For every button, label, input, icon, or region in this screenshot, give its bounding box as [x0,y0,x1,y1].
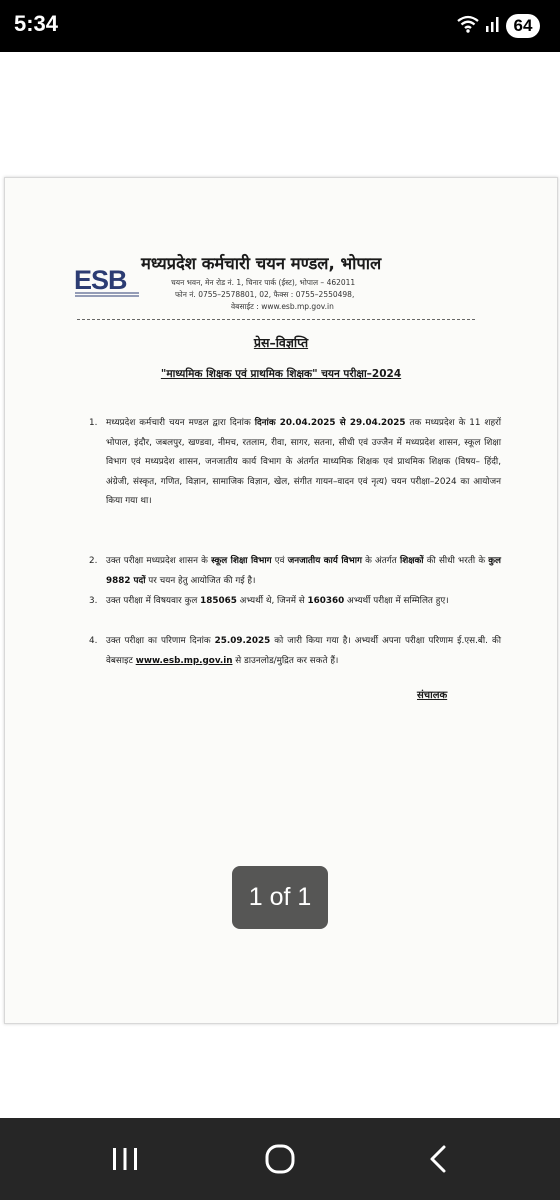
paragraph-number: 3. [89,596,98,606]
bold-text: कुल 9882 पदों [106,556,501,586]
paragraph-text [106,552,501,591]
organization-phone: फोन नं. 0755–2578801, 02, फैक्स : 0755–2550498, [175,290,355,299]
organization-website: वेबसाईट : www.esb.mp.gov.in [231,302,334,311]
battery-icon: 64 [506,14,540,38]
paragraph-text [106,632,501,671]
back-button[interactable] [408,1136,468,1182]
bold-date: 25.09.2025 [214,636,271,646]
recents-button[interactable] [95,1136,155,1182]
text-segment: के अंतर्गत [361,556,400,566]
paragraph-number: 2. [89,556,98,566]
page-indicator: 1 of 1 [232,866,328,929]
header-divider [77,319,475,320]
paragraph-1 [89,414,501,512]
paragraph-number: 4. [89,636,98,646]
text-segment: उक्त परीक्षा मध्यप्रदेश शासन के [106,556,212,566]
paragraph-text [106,414,501,512]
home-icon [264,1143,296,1175]
text-segment: की सीधी भरती के [423,556,489,566]
bold-number: 185065 [200,596,237,606]
text-segment: तक मध्यप्रदेश के 11 शहरों भोपाल, इंदौर, जबलपुर, खण्डवा, नीमच, रतलाम, रीवा, सागर, सतना, सीधी एवं उज्जैन में मध्यप्रदेश शासन, स्कूल शिक्षा विभाग एवं मध्यप्रदेश शासन, जनजातीय कार्य विभाग के अंतर्गत माध्यमिक शिक्षक एवं प्राथमिक शिक्षक (विषय– हिंदी, अंग्रेजी, संस्कृत, गणित, विज्ञान, सामाजिक विज्ञान, खेल, संगीत गायन–वादन एवं नृत्य) चयन परीक्षा–2024 का आयोजन किया गया था। [106,418,501,506]
website-link: www.esb.mp.gov.in [135,655,233,666]
home-button[interactable] [250,1136,310,1182]
paragraph-text [106,592,501,612]
paragraph-4 [89,632,501,671]
status-icons [456,12,540,40]
organization-title: मध्यप्रदेश कर्मचारी चयन मण्डल, भोपाल [141,254,382,273]
status-bar [0,0,560,52]
text-segment: उक्त परीक्षा का परिणाम दिनांक [106,636,215,646]
bold-text: शिक्षकों [399,556,424,566]
text-segment: अभ्यर्थी थे, जिनमें से [236,596,308,606]
signal-icon [485,15,501,37]
bold-dates: दिनांक 20.04.2025 से 29.04.2025 [254,418,406,428]
pdf-viewer[interactable] [0,52,560,1132]
text-segment: को जारी किया गया है। अभ्यर्थी अपना परीक्षा परिणाम ई.एस.बी. की वेबसाइट [106,636,501,666]
bold-text: स्कूल शिक्षा विभाग [211,556,272,566]
text-segment: पर चयन हेतु आयोजित की गई है। [145,575,256,586]
back-icon [424,1143,452,1175]
logo-letters: ESB [74,266,127,295]
esb-logo-letters [74,266,127,295]
press-release-title: प्रेस–विज्ञप्ति [253,335,309,350]
exam-title: "माध्यमिक शिक्षक एवं प्राथमिक शिक्षक" चयन परीक्षा–2024 [160,368,402,380]
status-time: 5:34 [14,11,59,36]
organization-address: चयन भवन, मेन रोड नं. 1, चिनार पार्क (ईस्ट), भोपाल – 462011 [171,278,356,287]
navigation-bar [0,1118,560,1200]
text-segment: मध्यप्रदेश कर्मचारी चयन मण्डल द्वारा दिनांक [106,418,255,428]
paragraph-number: 1. [89,418,98,428]
paragraph-2 [89,552,501,591]
text-segment: अभ्यर्थी परीक्षा में सम्मिलित हुए। [344,596,449,606]
wifi-icon [456,14,480,38]
bold-text: जनजातीय कार्य विभाग [287,556,362,566]
bold-number: 160360 [307,596,345,606]
esb-logo [73,266,143,300]
paragraph-3 [89,592,501,612]
text-segment: से डाउनलोड/मुद्रित कर सकते हैं। [232,655,339,666]
recents-icon [109,1145,141,1173]
text-segment: उक्त परीक्षा में विषयवार कुल [106,596,201,606]
text-segment: एवं [271,556,288,566]
signature: संचालक [417,690,448,701]
